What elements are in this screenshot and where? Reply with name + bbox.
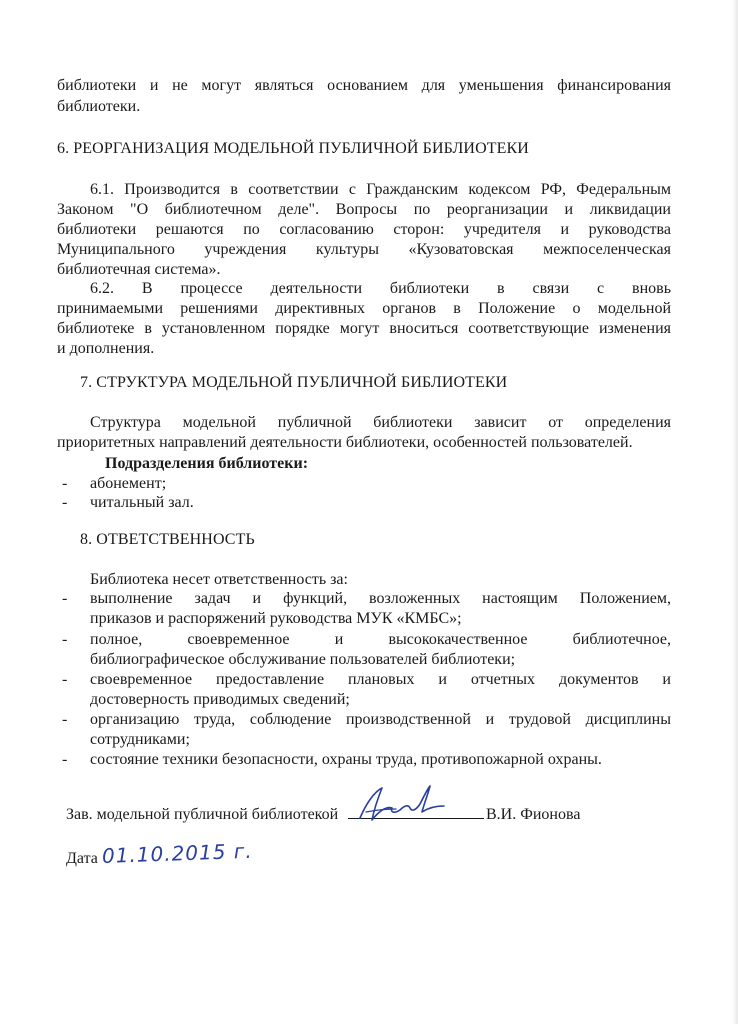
section-8-item-4-line-2: сотрудниками; [90, 731, 190, 748]
section-7-item-2: читальный зал. [90, 494, 194, 511]
section-7-subheading: Подразделения библиотеки: [105, 455, 309, 472]
bullet-marker: - [62, 751, 68, 768]
section-6-p2-line-1: 6.2. В процессе деятельности библиотеки в связи с вновь [90, 280, 671, 297]
bullet-marker: - [62, 494, 68, 511]
bullet-marker: - [62, 631, 68, 648]
section-8-item-2-line-1: полное, своевременное и высококачественное библиотечное, [90, 631, 671, 648]
signature-position: Зав. модельной публичной библиотекой [66, 806, 339, 823]
scan-edge [732, 0, 738, 1024]
section-6-p1-line-3: библиотеки решаются по согласованию сторон: учредителя и руководства [57, 221, 671, 238]
section-6-p1-line-4: Муниципального учреждения культуры «Кузоватовская межпоселенческая [57, 241, 671, 258]
handwritten-signature [352, 782, 452, 826]
bullet-marker: - [62, 671, 68, 688]
section-8-heading: 8. ОТВЕТСТВЕННОСТЬ [80, 531, 255, 548]
section-6-p2-line-4: и дополнения. [57, 340, 155, 357]
section-6-heading: 6. РЕОРГАНИЗАЦИЯ МОДЕЛЬНОЙ ПУБЛИЧНОЙ БИБЛИОТЕКИ [57, 140, 529, 157]
section-6-p2-line-2: принимаемыми решениями директивных органов в Положение о модельной [57, 300, 671, 317]
section-8-item-3-line-1: своевременное предоставление плановых и отчетных документов и [90, 671, 671, 688]
section-8-item-1-line-1: выполнение задач и функций, возложенных настоящим Положением, [90, 590, 671, 607]
date-label: Дата [66, 850, 98, 867]
section-6-p1-line-2: Законом "О библиотечном деле". Вопросы по реорганизации и ликвидации [57, 201, 671, 218]
section-7-p1-line-1: Структура модельной публичной библиотеки зависит от определения [90, 414, 671, 431]
section-8-item-1-line-2: приказов и распоряжений руководства МУК «КМБС»; [90, 610, 462, 627]
section-8-item-5-line-1: состояние техники безопасности, охраны труда, противопожарной охраны. [90, 751, 602, 768]
section-6-p2-line-3: библиотеке в установленном порядке могут вноситься соответствующие изменения [57, 320, 671, 337]
bullet-marker: - [62, 590, 68, 607]
section-8-intro: Библиотека несет ответственность за: [90, 571, 348, 588]
section-8-item-4-line-1: организацию труда, соблюдение производственной и трудовой дисциплины [90, 711, 671, 728]
section-6-p1-line-1: 6.1. Производится в соответствии с Гражданским кодексом РФ, Федеральным [90, 181, 671, 198]
signature-name: В.И. Фионова [486, 806, 581, 823]
section-8-item-3-line-2: достоверность приводимых сведений; [90, 691, 350, 708]
section-6-p1-line-5: библиотечная система». [57, 261, 221, 278]
bullet-marker: - [62, 711, 68, 728]
date-handwritten: 01.10.2015 г. [101, 838, 254, 868]
intro-line-2: библиотеки. [57, 98, 141, 115]
section-7-heading: 7. СТРУКТУРА МОДЕЛЬНОЙ ПУБЛИЧНОЙ БИБЛИОТЕКИ [80, 374, 508, 391]
section-7-item-1: абонемент; [90, 475, 167, 492]
section-8-item-2-line-2: библиографическое обслуживание пользователей библиотеки; [90, 651, 516, 668]
bullet-marker: - [62, 475, 68, 492]
intro-line-1: библиотеки и не могут являться основанием для уменьшения финансирования [57, 77, 671, 94]
section-7-p1-line-2: приоритетных направлений деятельности библиотеки, особенностей пользователей. [57, 434, 633, 451]
